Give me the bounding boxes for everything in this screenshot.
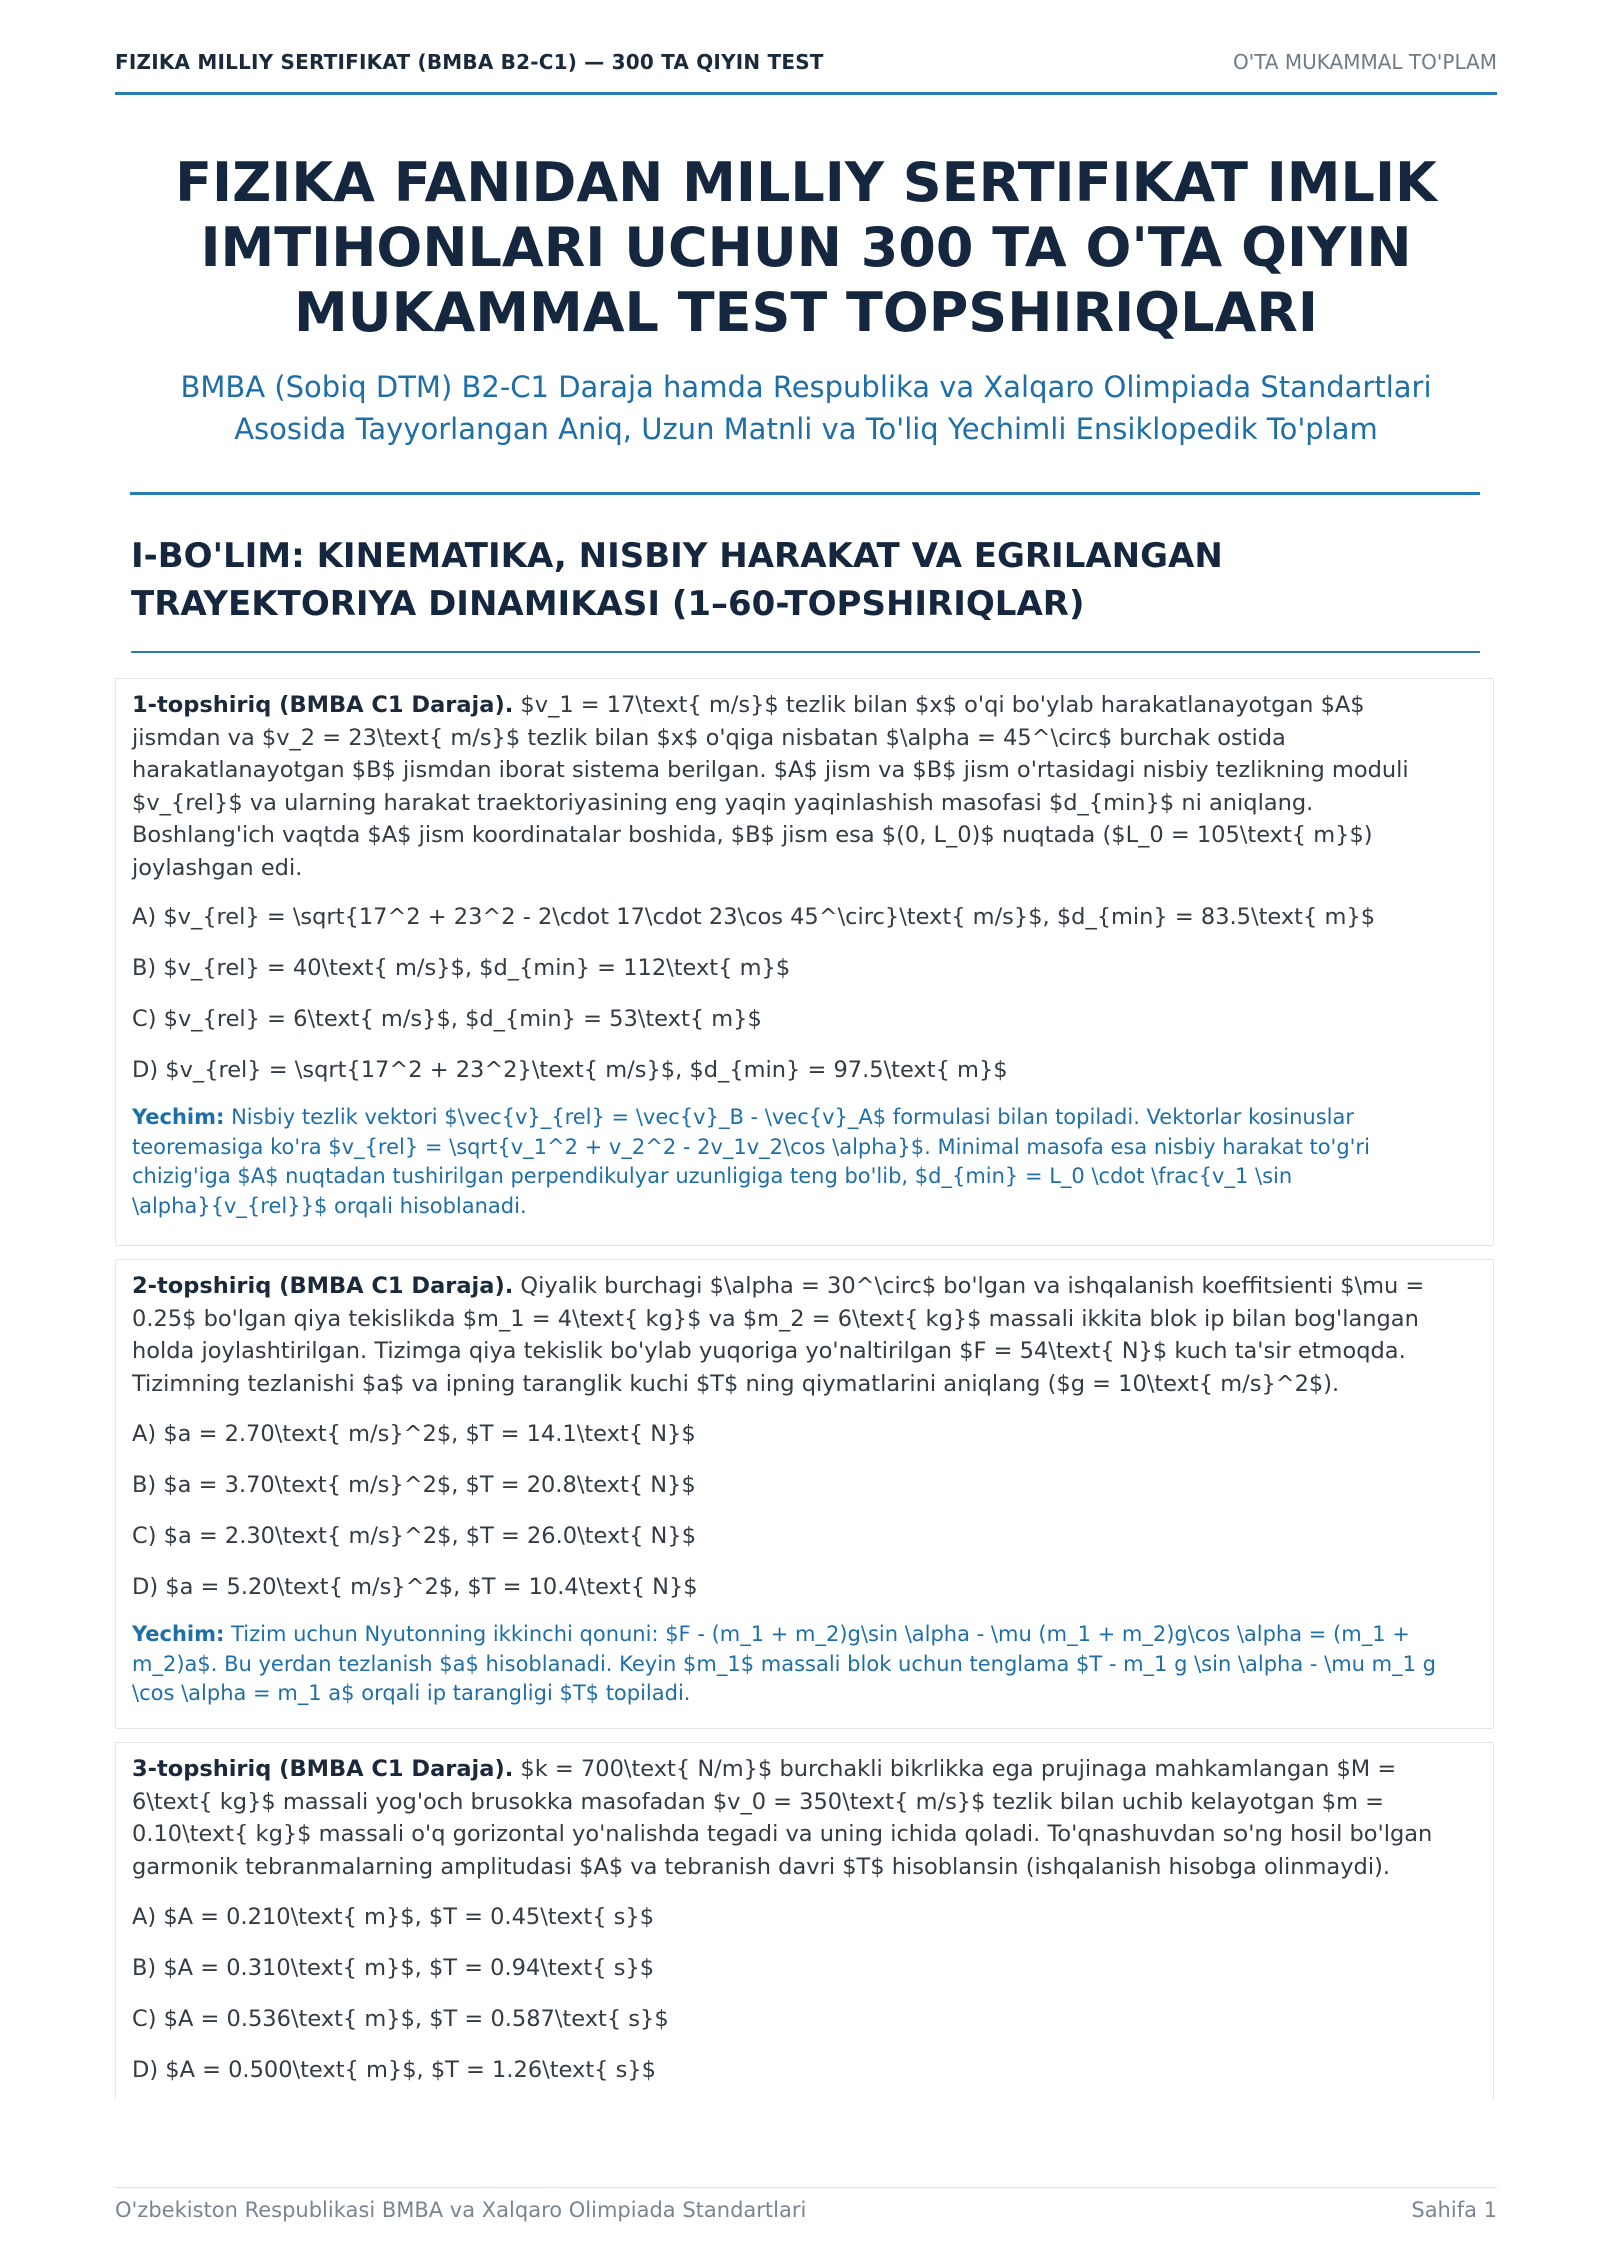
main-title-line: FIZIKA FANIDAN MILLIY SERTIFIKAT IMLIK bbox=[175, 151, 1437, 214]
running-header-tag: O'TA MUKAMMAL TO'PLAM bbox=[1232, 50, 1497, 74]
subtitle-line: BMBA (Sobiq DTM) B2-C1 Daraja hamda Respublika va Xalqaro Olimpiada Standartlari bbox=[180, 370, 1432, 404]
task-label: 1-topshiriq (BMBA C1 Daraja). bbox=[132, 692, 514, 718]
answer-option-d: D) $v_{rel} = \sqrt{17^2 + 23^2}\text{ m/s}$, $d_{min} = 97.5\text{ m}$ bbox=[132, 1057, 1008, 1083]
task-label: 2-topshiriq (BMBA C1 Daraja). bbox=[132, 1273, 514, 1299]
solution-label: Yechim: bbox=[132, 1105, 225, 1129]
solution-line: teoremasiga ko'ra $v_{rel} = \sqrt{v_1^2 + v_2^2 - 2v_1v_2\cos \alpha}$. Minimal masofa esa nisbiy harakat to'g'ri bbox=[132, 1134, 1370, 1159]
answer-option-a: A) $a = 2.70\text{ m/s}^2$, $T = 14.1\text{ N}$ bbox=[132, 1421, 696, 1447]
solution-line: \cos \alpha = m_1 a$ orqali ip tarangligi $T$ topiladi. bbox=[132, 1681, 691, 1705]
task-text-line: holda joylashtirilgan. Tizimga qiya tekislik bo'ylab yuqoriga yo'naltirilgan $F = 54\text{ N}$ kuch ta'sir etmoqda. bbox=[132, 1338, 1406, 1364]
title-divider bbox=[130, 492, 1480, 495]
main-title bbox=[115, 150, 1497, 345]
answer-option-a: A) $A = 0.210\text{ m}$, $T = 0.45\text{ s}$ bbox=[132, 1904, 655, 1930]
task-card-2 bbox=[115, 1259, 1494, 1729]
footer-source: O'zbekiston Respublikasi BMBA va Xalqaro Olimpiada Standartlari bbox=[115, 2198, 807, 2222]
task-text-line: 0.25$ bo'lgan qiya tekislikda $m_1 = 4\text{ kg}$ va $m_2 = 6\text{ kg}$ massali ikkita blok ip bilan bog'langan bbox=[132, 1305, 1419, 1332]
task-text-line: jismdan va $v_2 = 23\text{ m/s}$ tezlik bilan $x$ o'qiga nisbatan $\alpha = 45^\circ$ burchak ostida bbox=[132, 724, 1286, 751]
running-footer bbox=[115, 2187, 1497, 2222]
task-question bbox=[132, 1753, 1477, 1883]
answer-option-c: C) $A = 0.536\text{ m}$, $T = 0.587\text{ s}$ bbox=[132, 2006, 669, 2032]
task-question bbox=[132, 689, 1477, 884]
running-header bbox=[115, 50, 1497, 95]
solution-line: Nisbiy tezlik vektori $\vec{v}_{rel} = \vec{v}_B - \vec{v}_A$ formulasi bilan topiladi. Vektorlar kosinuslar bbox=[224, 1105, 1355, 1129]
task-text-line: Boshlang'ich vaqtda $A$ jism koordinatalar boshida, $B$ jism esa $(0, L_0)$ nuqtada ($L_0 = 105\text{ m}$) bbox=[132, 822, 1373, 848]
task-text-line: harakatlanayotgan $B$ jismdan iborat sistema berilgan. $A$ jism va $B$ jism o'rtasidagi nisbiy tezlikning moduli bbox=[132, 757, 1409, 783]
answer-option-d: D) $a = 5.20\text{ m/s}^2$, $T = 10.4\text{ N}$ bbox=[132, 1574, 698, 1600]
task-card-3 bbox=[115, 1742, 1494, 2100]
main-title-line: MUKAMMAL TEST TOPSHIRIQLARI bbox=[294, 281, 1318, 344]
answer-option-c: C) $a = 2.30\text{ m/s}^2$, $T = 26.0\text{ N}$ bbox=[132, 1523, 697, 1549]
solution-line: \alpha}{v_{rel}}$ orqali hisoblanadi. bbox=[132, 1193, 527, 1218]
task-text-line: Qiyalik burchagi $\alpha = 30^\circ$ bo'lgan va ishqalanish koeffitsienti $\mu = bbox=[513, 1273, 1425, 1299]
section-divider bbox=[131, 651, 1480, 653]
main-title-line: IMTIHONLARI UCHUN 300 TA O'TA QIYIN bbox=[200, 216, 1412, 279]
task-text-line: 0.10\text{ kg}$ massali o'q gorizontal yo'nalishda tegadi va uning ichida qoladi. To'qnashuvdan so'ng hosil bo'lgan bbox=[132, 1821, 1433, 1847]
section-heading-line: TRAYEKTORIYA DINAMIKASI (1–60-TOPSHIRIQLAR) bbox=[131, 584, 1085, 624]
subtitle-line: Asosida Tayyorlangan Aniq, Uzun Matnli va To'liq Yechimli Ensiklopedik To'plam bbox=[234, 412, 1378, 446]
section-heading-line: I-BO'LIM: KINEMATIKA, NISBIY HARAKAT VA EGRILANGAN bbox=[131, 536, 1223, 576]
solution-label: Yechim: bbox=[132, 1622, 225, 1646]
task-text-line: garmonik tebranmalarning amplitudasi $A$ va tebranish davri $T$ hisoblansin (ishqalanish hisobga olinmaydi). bbox=[132, 1853, 1391, 1880]
solution-text bbox=[132, 1103, 1477, 1221]
task-text-line: 6\text{ kg}$ massali yog'och brusokka masofadan $v_0 = 350\text{ m/s}$ tezlik bilan uchib kelayotgan $m = bbox=[132, 1788, 1385, 1815]
section-heading bbox=[131, 532, 1470, 628]
task-text-line: joylashgan edi. bbox=[132, 854, 303, 881]
answer-option-b: B) $A = 0.310\text{ m}$, $T = 0.94\text{ s}$ bbox=[132, 1955, 655, 1981]
task-text-line: Tizimning tezlanishi $a$ va ipning taranglik kuchi $T$ ning qiymatlarini aniqlang ($g = 10\text{ m/s}^2$). bbox=[132, 1370, 1340, 1397]
task-label: 3-topshiriq (BMBA C1 Daraja). bbox=[132, 1756, 514, 1782]
task-question bbox=[132, 1270, 1477, 1400]
answer-option-a: A) $v_{rel} = \sqrt{17^2 + 23^2 - 2\cdot 17\cdot 23\cos 45^\circ}\text{ m/s}$, $d_{min} = 83.5\text{ m}$ bbox=[132, 904, 1376, 930]
solution-line: m_2)a$. Bu yerdan tezlanish $a$ hisoblanadi. Keyin $m_1$ massali blok uchun tenglama $T - m_1 g \sin \alpha - \mu m_1 g bbox=[132, 1651, 1436, 1676]
answer-option-c: C) $v_{rel} = 6\text{ m/s}$, $d_{min} = 53\text{ m}$ bbox=[132, 1006, 762, 1032]
solution-text bbox=[132, 1620, 1477, 1709]
subtitle bbox=[115, 366, 1497, 450]
task-text-line: $v_1 = 17\text{ m/s}$ tezlik bilan $x$ o'qi bo'ylab harakatlanayotgan $A$ bbox=[513, 692, 1365, 718]
task-text-line: $v_{rel}$ va ularning harakat traektoriyasining eng yaqin yaqinlashish masofasi $d_{min}$ ni aniqlang. bbox=[132, 789, 1314, 816]
page-number: Sahifa 1 bbox=[1411, 2198, 1497, 2222]
answer-option-b: B) $a = 3.70\text{ m/s}^2$, $T = 20.8\text{ N}$ bbox=[132, 1472, 696, 1498]
task-card-1 bbox=[115, 678, 1494, 1246]
solution-line: Tizim uchun Nyutonning ikkinchi qonuni: $F - (m_1 + m_2)g\sin \alpha - \mu (m_1 + m_2)g\cos \alpha = (m_1 + bbox=[224, 1622, 1410, 1646]
answer-option-d: D) $A = 0.500\text{ m}$, $T = 1.26\text{ s}$ bbox=[132, 2057, 656, 2083]
answer-option-b: B) $v_{rel} = 40\text{ m/s}$, $d_{min} = 112\text{ m}$ bbox=[132, 955, 791, 981]
solution-line: chizig'iga $A$ nuqtadan tushirilgan perpendikulyar uzunligiga teng bo'lib, $d_{min} = L_0 \cdot \frac{v_1 \sin bbox=[132, 1164, 1293, 1188]
task-text-line: $k = 700\text{ N/m}$ burchakli bikrlikka ega prujinaga mahkamlangan $M = bbox=[513, 1756, 1397, 1782]
running-header-title: FIZIKA MILLIY SERTIFIKAT (BMBA B2-C1) — 300 TA QIYIN TEST bbox=[115, 50, 824, 74]
